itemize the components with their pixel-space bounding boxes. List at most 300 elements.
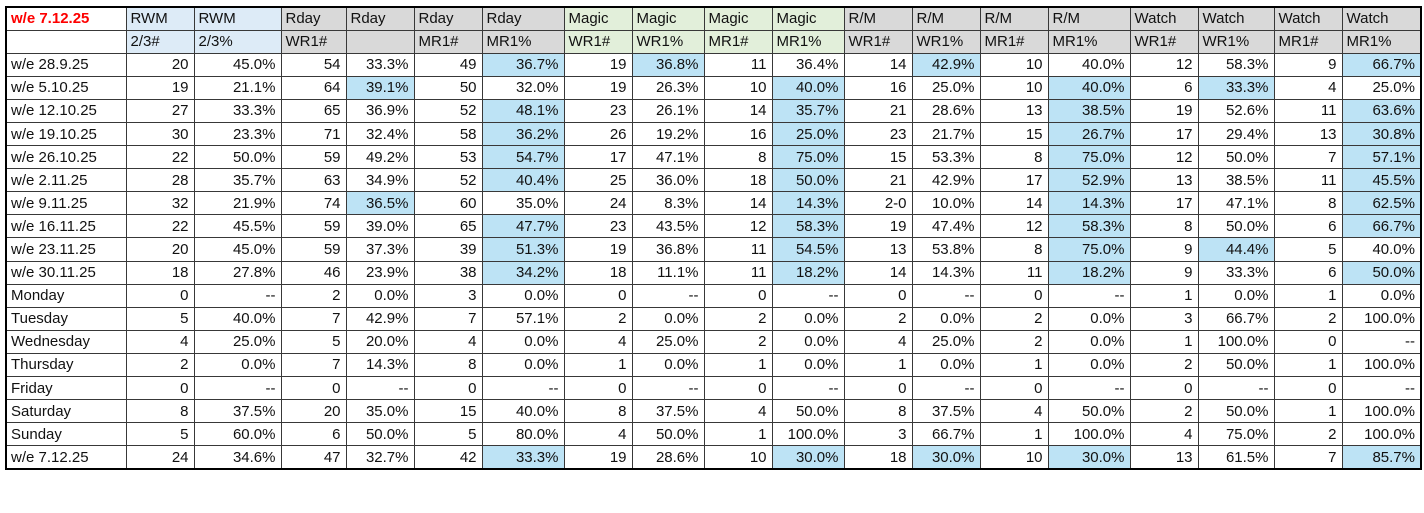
cell[interactable]: 36.4% [772, 53, 844, 76]
cell[interactable]: 26 [564, 122, 632, 145]
cell[interactable]: 11 [704, 53, 772, 76]
cell[interactable]: 0.0% [346, 284, 414, 307]
cell[interactable]: 5 [1274, 238, 1342, 261]
cell[interactable]: 7 [1274, 446, 1342, 469]
cell[interactable]: -- [1048, 377, 1130, 400]
header-cell[interactable]: R/M [980, 7, 1048, 30]
header-cell[interactable]: RWM [194, 7, 281, 30]
header-cell[interactable]: Watch [1130, 7, 1198, 30]
cell[interactable]: 13 [844, 238, 912, 261]
cell[interactable]: 37.5% [194, 400, 281, 423]
header-cell[interactable]: MR1% [1048, 30, 1130, 53]
cell[interactable]: 0 [1274, 377, 1342, 400]
cell[interactable]: 0 [1274, 330, 1342, 353]
cell[interactable]: 0 [980, 284, 1048, 307]
cell[interactable]: 20 [281, 400, 346, 423]
header-cell[interactable]: 2/3% [194, 30, 281, 53]
cell[interactable]: 52 [414, 169, 482, 192]
highlighted-cell[interactable]: 35.7% [772, 99, 844, 122]
cell[interactable]: 8 [980, 238, 1048, 261]
cell[interactable]: 23 [564, 99, 632, 122]
cell[interactable]: 0.0% [482, 284, 564, 307]
cell[interactable]: 16 [844, 76, 912, 99]
header-cell[interactable]: Magic [772, 7, 844, 30]
cell[interactable]: 0.0% [912, 353, 980, 376]
cell[interactable]: 53.3% [912, 146, 980, 169]
cell[interactable]: 58.3% [1198, 53, 1274, 76]
cell[interactable]: 1 [1130, 284, 1198, 307]
cell[interactable]: 18 [704, 169, 772, 192]
cell[interactable]: 19.2% [632, 122, 704, 145]
cell[interactable]: 2 [1130, 353, 1198, 376]
cell[interactable]: 1 [564, 353, 632, 376]
cell[interactable]: 2 [704, 330, 772, 353]
header-cell[interactable]: R/M [1048, 7, 1130, 30]
cell[interactable]: 6 [281, 423, 346, 446]
cell[interactable]: 8.3% [632, 192, 704, 215]
cell[interactable]: 40.0% [1048, 53, 1130, 76]
cell[interactable]: 0.0% [1048, 330, 1130, 353]
row-label[interactable]: w/e 28.9.25 [6, 53, 126, 76]
cell[interactable]: 4 [1130, 423, 1198, 446]
cell[interactable]: 30 [126, 122, 194, 145]
cell[interactable]: 6 [1274, 261, 1342, 284]
cell[interactable]: 53 [414, 146, 482, 169]
cell[interactable]: 23 [564, 215, 632, 238]
header-cell[interactable]: MR1% [772, 30, 844, 53]
cell[interactable]: 19 [564, 238, 632, 261]
cell[interactable]: 45.0% [194, 53, 281, 76]
cell[interactable]: 25.0% [912, 76, 980, 99]
cell[interactable]: 38.5% [1198, 169, 1274, 192]
cell[interactable]: 36.0% [632, 169, 704, 192]
cell[interactable]: 2 [704, 307, 772, 330]
highlighted-cell[interactable]: 30.8% [1342, 122, 1421, 145]
row-label[interactable]: w/e 2.11.25 [6, 169, 126, 192]
cell[interactable]: 50.0% [1198, 146, 1274, 169]
cell[interactable]: 0 [1130, 377, 1198, 400]
highlighted-cell[interactable]: 50.0% [772, 169, 844, 192]
cell[interactable]: 32.7% [346, 446, 414, 469]
cell[interactable]: 32 [126, 192, 194, 215]
cell[interactable]: 34.6% [194, 446, 281, 469]
highlighted-cell[interactable]: 42.9% [912, 53, 980, 76]
cell[interactable]: 47.1% [632, 146, 704, 169]
cell[interactable]: 28.6% [912, 99, 980, 122]
header-cell[interactable]: R/M [844, 7, 912, 30]
cell[interactable]: 50.0% [1198, 215, 1274, 238]
cell[interactable]: 5 [126, 423, 194, 446]
cell[interactable]: 0 [980, 377, 1048, 400]
highlighted-cell[interactable]: 58.3% [772, 215, 844, 238]
highlighted-cell[interactable]: 34.2% [482, 261, 564, 284]
cell[interactable]: 50.0% [632, 423, 704, 446]
row-label[interactable]: w/e 23.11.25 [6, 238, 126, 261]
cell[interactable]: 32.4% [346, 122, 414, 145]
cell[interactable]: 13 [1130, 446, 1198, 469]
cell[interactable]: 59 [281, 146, 346, 169]
highlighted-cell[interactable]: 18.2% [772, 261, 844, 284]
row-label[interactable]: Tuesday [6, 307, 126, 330]
row-label[interactable]: w/e 16.11.25 [6, 215, 126, 238]
cell[interactable]: -- [1048, 284, 1130, 307]
cell[interactable]: 64 [281, 76, 346, 99]
cell[interactable]: 66.7% [1198, 307, 1274, 330]
highlighted-cell[interactable]: 38.5% [1048, 99, 1130, 122]
header-cell[interactable]: Magic [704, 7, 772, 30]
cell[interactable]: 65 [414, 215, 482, 238]
cell[interactable]: 18 [126, 261, 194, 284]
cell[interactable]: -- [194, 284, 281, 307]
cell[interactable]: 13 [980, 99, 1048, 122]
cell[interactable]: 2 [1274, 307, 1342, 330]
cell[interactable]: 74 [281, 192, 346, 215]
cell[interactable]: 8 [1274, 192, 1342, 215]
cell[interactable]: 100.0% [1342, 307, 1421, 330]
cell[interactable]: 19 [126, 76, 194, 99]
cell[interactable]: 100.0% [1342, 353, 1421, 376]
cell[interactable]: 3 [1130, 307, 1198, 330]
header-cell[interactable]: Rday [346, 7, 414, 30]
cell[interactable]: 23 [844, 122, 912, 145]
cell[interactable]: 36.9% [346, 99, 414, 122]
row-label[interactable]: Thursday [6, 353, 126, 376]
row-label[interactable]: Saturday [6, 400, 126, 423]
cell[interactable]: 9 [1130, 261, 1198, 284]
cell[interactable]: 27 [126, 99, 194, 122]
cell[interactable]: 63 [281, 169, 346, 192]
cell[interactable]: 35.7% [194, 169, 281, 192]
row-label[interactable]: w/e 9.11.25 [6, 192, 126, 215]
cell[interactable]: 2 [281, 284, 346, 307]
highlighted-cell[interactable]: 33.3% [1198, 76, 1274, 99]
header-cell[interactable]: Watch [1342, 7, 1421, 30]
cell[interactable]: 49.2% [346, 146, 414, 169]
cell[interactable]: 17 [564, 146, 632, 169]
cell[interactable]: 25.0% [632, 330, 704, 353]
cell[interactable]: 45.0% [194, 238, 281, 261]
cell[interactable]: 11 [704, 261, 772, 284]
cell[interactable]: 59 [281, 215, 346, 238]
cell[interactable]: 37.3% [346, 238, 414, 261]
header-cell[interactable]: 2/3# [126, 30, 194, 53]
cell[interactable]: -- [632, 284, 704, 307]
cell[interactable]: 7 [414, 307, 482, 330]
row-label[interactable]: Friday [6, 377, 126, 400]
highlighted-cell[interactable]: 30.0% [912, 446, 980, 469]
cell[interactable]: 23.3% [194, 122, 281, 145]
cell[interactable]: 26.1% [632, 99, 704, 122]
cell[interactable]: 35.0% [346, 400, 414, 423]
cell[interactable]: 25.0% [194, 330, 281, 353]
cell[interactable]: 29.4% [1198, 122, 1274, 145]
cell[interactable]: 4 [564, 330, 632, 353]
cell[interactable]: 5 [126, 307, 194, 330]
highlighted-cell[interactable]: 75.0% [1048, 146, 1130, 169]
cell[interactable]: 52 [414, 99, 482, 122]
cell[interactable]: -- [194, 377, 281, 400]
cell[interactable]: 61.5% [1198, 446, 1274, 469]
cell[interactable]: 1 [1130, 330, 1198, 353]
cell[interactable]: 0.0% [632, 353, 704, 376]
row-label[interactable]: Wednesday [6, 330, 126, 353]
cell[interactable]: 37.5% [912, 400, 980, 423]
cell[interactable]: 2 [1274, 423, 1342, 446]
highlighted-cell[interactable]: 26.7% [1048, 122, 1130, 145]
cell[interactable]: 25.0% [912, 330, 980, 353]
cell[interactable]: 0.0% [482, 330, 564, 353]
cell[interactable]: 10.0% [912, 192, 980, 215]
cell[interactable]: 0 [564, 284, 632, 307]
cell[interactable]: 34.9% [346, 169, 414, 192]
row-label[interactable]: w/e 12.10.25 [6, 99, 126, 122]
cell[interactable]: 54 [281, 53, 346, 76]
cell[interactable]: 7 [281, 307, 346, 330]
cell[interactable]: 0 [281, 377, 346, 400]
highlighted-cell[interactable]: 54.5% [772, 238, 844, 261]
cell[interactable]: 12 [704, 215, 772, 238]
cell[interactable]: 15 [980, 122, 1048, 145]
cell[interactable]: 39.0% [346, 215, 414, 238]
cell[interactable]: 1 [1274, 284, 1342, 307]
header-cell[interactable]: R/M [912, 7, 980, 30]
highlighted-cell[interactable]: 36.8% [632, 53, 704, 76]
header-cell[interactable]: Magic [632, 7, 704, 30]
header-cell[interactable]: Rday [482, 7, 564, 30]
highlighted-cell[interactable]: 58.3% [1048, 215, 1130, 238]
highlighted-cell[interactable]: 45.5% [1342, 169, 1421, 192]
cell[interactable]: 42.9% [912, 169, 980, 192]
cell[interactable]: 0.0% [1048, 353, 1130, 376]
cell[interactable]: 26.3% [632, 76, 704, 99]
highlighted-cell[interactable]: 14.3% [1048, 192, 1130, 215]
cell[interactable]: 13 [1130, 169, 1198, 192]
cell[interactable]: 0.0% [482, 353, 564, 376]
cell[interactable]: 37.5% [632, 400, 704, 423]
cell[interactable]: 10 [980, 446, 1048, 469]
cell[interactable]: 21.9% [194, 192, 281, 215]
highlighted-cell[interactable]: 75.0% [1048, 238, 1130, 261]
cell[interactable]: 2 [980, 330, 1048, 353]
cell[interactable]: 42 [414, 446, 482, 469]
cell[interactable]: 12 [1130, 53, 1198, 76]
header-cell[interactable]: RWM [126, 7, 194, 30]
cell[interactable]: -- [632, 377, 704, 400]
header-cell[interactable]: MR1# [704, 30, 772, 53]
cell[interactable]: 0.0% [1342, 284, 1421, 307]
cell[interactable]: 18 [844, 446, 912, 469]
cell[interactable]: 15 [844, 146, 912, 169]
cell[interactable]: 39 [414, 238, 482, 261]
highlighted-cell[interactable]: 57.1% [1342, 146, 1421, 169]
cell[interactable]: 0.0% [772, 330, 844, 353]
cell[interactable]: 4 [126, 330, 194, 353]
cell[interactable]: 14 [704, 192, 772, 215]
highlighted-cell[interactable]: 66.7% [1342, 53, 1421, 76]
highlighted-cell[interactable]: 50.0% [1342, 261, 1421, 284]
cell[interactable]: 11 [980, 261, 1048, 284]
cell[interactable]: 0.0% [772, 353, 844, 376]
cell[interactable]: 11 [1274, 169, 1342, 192]
cell[interactable]: 17 [1130, 122, 1198, 145]
cell[interactable]: 0 [704, 377, 772, 400]
cell[interactable]: 100.0% [1048, 423, 1130, 446]
highlighted-cell[interactable]: 39.1% [346, 76, 414, 99]
cell[interactable]: 8 [126, 400, 194, 423]
cell[interactable]: 21.7% [912, 122, 980, 145]
cell[interactable]: 4 [414, 330, 482, 353]
cell[interactable]: 1 [980, 353, 1048, 376]
cell[interactable]: 47.4% [912, 215, 980, 238]
cell[interactable]: 25.0% [1342, 76, 1421, 99]
cell[interactable]: 8 [980, 146, 1048, 169]
cell[interactable]: 50.0% [346, 423, 414, 446]
highlighted-cell[interactable]: 18.2% [1048, 261, 1130, 284]
cell[interactable]: 14 [704, 99, 772, 122]
cell[interactable]: 0.0% [772, 307, 844, 330]
cell[interactable]: 12 [980, 215, 1048, 238]
cell[interactable]: -- [346, 377, 414, 400]
row-label[interactable]: w/e 7.12.25 [6, 446, 126, 469]
cell[interactable]: 4 [564, 423, 632, 446]
cell[interactable]: 1 [844, 353, 912, 376]
header-cell[interactable]: Magic [564, 7, 632, 30]
highlighted-cell[interactable]: 48.1% [482, 99, 564, 122]
cell[interactable]: 52.6% [1198, 99, 1274, 122]
cell[interactable]: 25 [564, 169, 632, 192]
cell[interactable]: 0.0% [912, 307, 980, 330]
cell[interactable]: 65 [281, 99, 346, 122]
cell[interactable]: 71 [281, 122, 346, 145]
cell[interactable]: 19 [564, 76, 632, 99]
cell[interactable]: 57.1% [482, 307, 564, 330]
cell[interactable]: 4 [980, 400, 1048, 423]
cell[interactable]: 14 [980, 192, 1048, 215]
cell[interactable]: 50 [414, 76, 482, 99]
highlighted-cell[interactable]: 40.4% [482, 169, 564, 192]
cell[interactable]: 17 [1130, 192, 1198, 215]
cell[interactable]: 36.8% [632, 238, 704, 261]
cell[interactable]: 9 [1130, 238, 1198, 261]
highlighted-cell[interactable]: 44.4% [1198, 238, 1274, 261]
cell[interactable]: 19 [564, 446, 632, 469]
corner-blank-cell[interactable] [6, 30, 126, 53]
corner-label-cell[interactable]: w/e 7.12.25 [6, 7, 126, 30]
cell[interactable]: 4 [1274, 76, 1342, 99]
cell[interactable]: 0 [126, 377, 194, 400]
cell[interactable]: 14.3% [346, 353, 414, 376]
cell[interactable]: 100.0% [1342, 423, 1421, 446]
highlighted-cell[interactable]: 40.0% [772, 76, 844, 99]
cell[interactable]: 17 [980, 169, 1048, 192]
cell[interactable]: 22 [126, 146, 194, 169]
cell[interactable]: 5 [414, 423, 482, 446]
cell[interactable]: 0 [844, 377, 912, 400]
header-cell[interactable]: MR1# [1274, 30, 1342, 53]
highlighted-cell[interactable]: 54.7% [482, 146, 564, 169]
cell[interactable]: 27.8% [194, 261, 281, 284]
cell[interactable]: 1 [1274, 400, 1342, 423]
cell[interactable]: 42.9% [346, 307, 414, 330]
cell[interactable]: 45.5% [194, 215, 281, 238]
cell[interactable]: 28 [126, 169, 194, 192]
cell[interactable]: -- [772, 284, 844, 307]
cell[interactable]: 33.3% [194, 99, 281, 122]
cell[interactable]: 20.0% [346, 330, 414, 353]
header-cell[interactable]: Rday [414, 7, 482, 30]
highlighted-cell[interactable]: 51.3% [482, 238, 564, 261]
highlighted-cell[interactable]: 14.3% [772, 192, 844, 215]
header-cell[interactable]: WR1# [1130, 30, 1198, 53]
cell[interactable]: 3 [414, 284, 482, 307]
cell[interactable]: 10 [980, 76, 1048, 99]
cell[interactable]: 1 [704, 353, 772, 376]
cell[interactable]: 7 [1274, 146, 1342, 169]
header-cell[interactable]: Watch [1198, 7, 1274, 30]
cell[interactable]: 22 [126, 215, 194, 238]
cell[interactable]: 19 [564, 53, 632, 76]
cell[interactable]: 0 [564, 377, 632, 400]
cell[interactable]: 35.0% [482, 192, 564, 215]
cell[interactable]: 0 [844, 284, 912, 307]
cell[interactable]: 19 [1130, 99, 1198, 122]
cell[interactable]: 14.3% [912, 261, 980, 284]
cell[interactable]: 21.1% [194, 76, 281, 99]
cell[interactable]: 0.0% [194, 353, 281, 376]
cell[interactable]: 43.5% [632, 215, 704, 238]
cell[interactable]: 8 [844, 400, 912, 423]
cell[interactable]: 24 [126, 446, 194, 469]
cell[interactable]: 10 [704, 446, 772, 469]
cell[interactable]: 1 [704, 423, 772, 446]
highlighted-cell[interactable]: 30.0% [772, 446, 844, 469]
cell[interactable]: 75.0% [1198, 423, 1274, 446]
cell[interactable]: 16 [704, 122, 772, 145]
cell[interactable]: 33.3% [346, 53, 414, 76]
highlighted-cell[interactable]: 52.9% [1048, 169, 1130, 192]
highlighted-cell[interactable]: 62.5% [1342, 192, 1421, 215]
cell[interactable]: 80.0% [482, 423, 564, 446]
cell[interactable]: 47 [281, 446, 346, 469]
highlighted-cell[interactable]: 33.3% [482, 446, 564, 469]
header-cell[interactable]: Rday [281, 7, 346, 30]
cell[interactable]: 100.0% [772, 423, 844, 446]
cell[interactable]: 21 [844, 169, 912, 192]
cell[interactable]: 23.9% [346, 261, 414, 284]
highlighted-cell[interactable]: 36.7% [482, 53, 564, 76]
cell[interactable]: -- [772, 377, 844, 400]
header-cell[interactable]: WR1% [912, 30, 980, 53]
cell[interactable]: 50.0% [1198, 353, 1274, 376]
highlighted-cell[interactable]: 40.0% [1048, 76, 1130, 99]
cell[interactable]: 2 [1130, 400, 1198, 423]
cell[interactable]: 13 [1274, 122, 1342, 145]
cell[interactable]: 0.0% [632, 307, 704, 330]
cell[interactable]: 50.0% [1198, 400, 1274, 423]
header-cell[interactable]: MR1# [414, 30, 482, 53]
highlighted-cell[interactable]: 25.0% [772, 122, 844, 145]
header-cell[interactable]: WR1# [281, 30, 346, 53]
header-cell[interactable]: WR1# [564, 30, 632, 53]
cell[interactable]: 0 [414, 377, 482, 400]
highlighted-cell[interactable]: 75.0% [772, 146, 844, 169]
cell[interactable]: 11.1% [632, 261, 704, 284]
cell[interactable]: 58 [414, 122, 482, 145]
cell[interactable]: 24 [564, 192, 632, 215]
row-label[interactable]: Sunday [6, 423, 126, 446]
row-label[interactable]: Monday [6, 284, 126, 307]
cell[interactable]: 2 [844, 307, 912, 330]
